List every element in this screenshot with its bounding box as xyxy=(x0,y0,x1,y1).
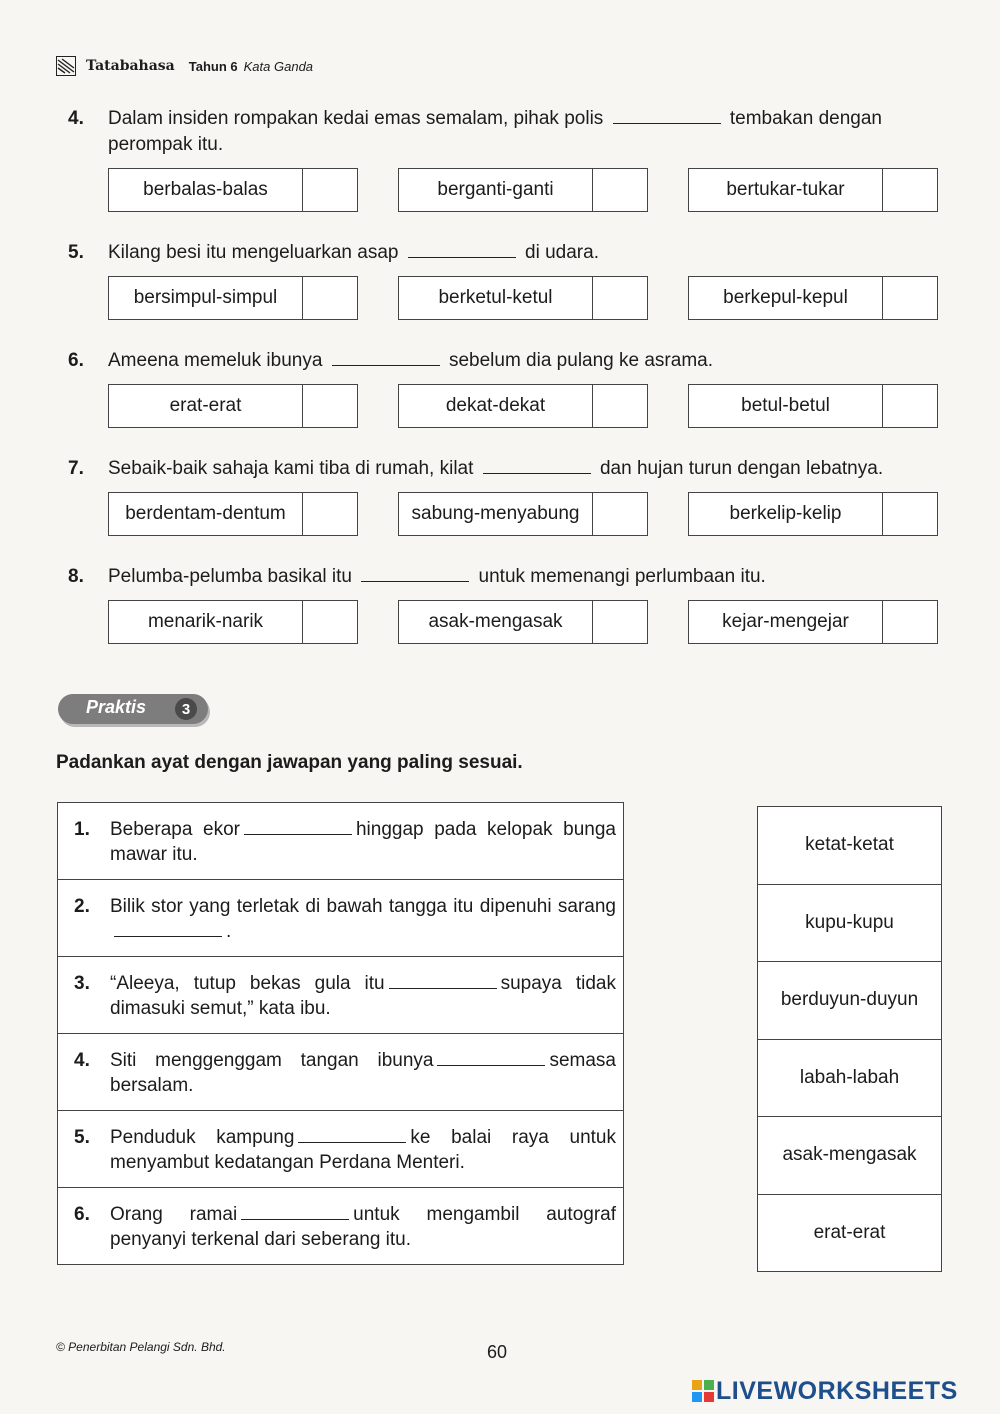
options-row-6 xyxy=(108,384,938,428)
watermark-text: LIVEWORKSHEETS xyxy=(716,1376,958,1405)
pelangi-logo-icon xyxy=(56,56,76,76)
question-number: 8. xyxy=(68,566,84,587)
option-card: berkelip-kelip xyxy=(688,492,938,536)
answer-option[interactable]: labah-labah xyxy=(758,1040,941,1118)
option-card: erat-erat xyxy=(108,384,358,428)
tick-box[interactable] xyxy=(593,277,647,319)
question-8 xyxy=(68,564,948,590)
option-card: dekat-dekat xyxy=(398,384,648,428)
matching-row[interactable]: 2. Bilik stor yang terletak di bawah tangga itu dipenuhi sarang. xyxy=(58,880,623,957)
page-number: 60 xyxy=(487,1342,508,1362)
question-text: Kilang besi itu mengeluarkan asap di udara. xyxy=(108,242,599,263)
option-card: bertukar-tukar xyxy=(688,168,938,212)
answer-blank[interactable] xyxy=(408,241,516,258)
tick-box[interactable] xyxy=(303,493,357,535)
answers-table xyxy=(757,806,942,1272)
option-card: kejar-mengejar xyxy=(688,600,938,644)
tick-box[interactable] xyxy=(883,385,937,427)
tick-box[interactable] xyxy=(593,601,647,643)
question-4 xyxy=(68,106,948,158)
answer-blank xyxy=(298,1126,406,1143)
option-card: bersimpul-simpul xyxy=(108,276,358,320)
matching-row[interactable]: 3. “Aleeya, tutup bekas gula itu supaya tidak dimasuki semut,” kata ibu. xyxy=(58,957,623,1034)
answer-blank[interactable] xyxy=(483,457,591,474)
header-topic: Kata Ganda xyxy=(243,58,314,74)
answer-option[interactable]: berduyun-duyun xyxy=(758,962,941,1040)
option-card: berganti-ganti xyxy=(398,168,648,212)
option-card: betul-betul xyxy=(688,384,938,428)
option-card: berkepul-kepul xyxy=(688,276,938,320)
option-card: sabung-menyabung xyxy=(398,492,648,536)
instruction-text: Padankan ayat dengan jawapan yang paling sesuai. xyxy=(56,752,523,773)
answer-blank xyxy=(389,972,497,989)
options-row-5 xyxy=(108,276,938,320)
answer-blank xyxy=(437,1049,545,1066)
question-text: Dalam insiden rompakan kedai emas semalam, pihak polis tembakan dengan perompak itu. xyxy=(108,108,882,155)
answer-blank[interactable] xyxy=(361,565,469,582)
tick-box[interactable] xyxy=(883,277,937,319)
matching-sentences-table xyxy=(57,802,624,1265)
answer-option[interactable]: erat-erat xyxy=(813,1221,886,1243)
praktis-label: Praktis xyxy=(86,697,147,717)
matching-row[interactable]: 6. Orang ramai untuk mengambil autograf penyanyi terkenal dari seberang itu. xyxy=(74,1204,616,1250)
answer-blank[interactable] xyxy=(613,107,721,124)
liveworksheets-logo-icon xyxy=(692,1380,714,1402)
matching-row[interactable]: 4. Siti menggenggam tangan ibunya semasa bersalam. xyxy=(58,1034,623,1111)
options-row-7 xyxy=(108,492,938,536)
praktis-number: 3 xyxy=(175,698,197,720)
answer-option[interactable]: ketat-ketat xyxy=(758,807,941,885)
praktis-badge xyxy=(58,694,214,730)
tick-box[interactable] xyxy=(303,169,357,211)
question-5 xyxy=(68,240,948,266)
question-6 xyxy=(68,348,948,374)
option-card: berbalas-balas xyxy=(108,168,358,212)
options-row-4 xyxy=(108,168,938,212)
tick-box[interactable] xyxy=(883,601,937,643)
question-text: Ameena memeluk ibunya sebelum dia pulang ke asrama. xyxy=(108,350,713,371)
publisher-credit: © Penerbitan Pelangi Sdn. Bhd. xyxy=(56,1340,226,1354)
answer-option[interactable]: asak-mengasak xyxy=(758,1117,941,1195)
tick-box[interactable] xyxy=(593,493,647,535)
options-row-8 xyxy=(108,600,938,644)
page-header xyxy=(56,54,313,78)
tick-box[interactable] xyxy=(883,169,937,211)
matching-row[interactable]: 1. Beberapa ekor hinggap pada kelopak bunga mawar itu. xyxy=(58,803,623,880)
question-text: Pelumba-pelumba basikal itu untuk memenangi perlumbaan itu. xyxy=(108,566,766,587)
question-number: 5. xyxy=(68,242,84,263)
question-number: 4. xyxy=(68,108,84,129)
answer-blank[interactable] xyxy=(332,349,440,366)
option-card: berketul-ketul xyxy=(398,276,648,320)
tick-box[interactable] xyxy=(303,277,357,319)
header-subject: Tatabahasa xyxy=(86,58,175,74)
question-7 xyxy=(68,456,948,482)
header-grade: Tahun 6 xyxy=(188,58,238,74)
tick-box[interactable] xyxy=(883,493,937,535)
liveworksheets-watermark xyxy=(692,1376,958,1406)
question-number: 6. xyxy=(68,350,84,371)
answer-option[interactable]: kupu-kupu xyxy=(758,885,941,963)
option-card: berdentam-dentum xyxy=(108,492,358,536)
question-text: Sebaik-baik sahaja kami tiba di rumah, kilat dan hujan turun dengan lebatnya. xyxy=(108,458,884,479)
tick-box[interactable] xyxy=(303,385,357,427)
matching-row[interactable]: 5. Penduduk kampung ke balai raya untuk menyambut kedatangan Perdana Menteri. xyxy=(58,1111,623,1188)
tick-box[interactable] xyxy=(593,385,647,427)
answer-blank xyxy=(241,1203,349,1220)
tick-box[interactable] xyxy=(303,601,357,643)
answer-blank xyxy=(114,920,222,937)
question-number: 7. xyxy=(68,458,84,479)
option-card: menarik-narik xyxy=(108,600,358,644)
answer-blank xyxy=(244,818,352,835)
option-card: asak-mengasak xyxy=(398,600,648,644)
tick-box[interactable] xyxy=(593,169,647,211)
